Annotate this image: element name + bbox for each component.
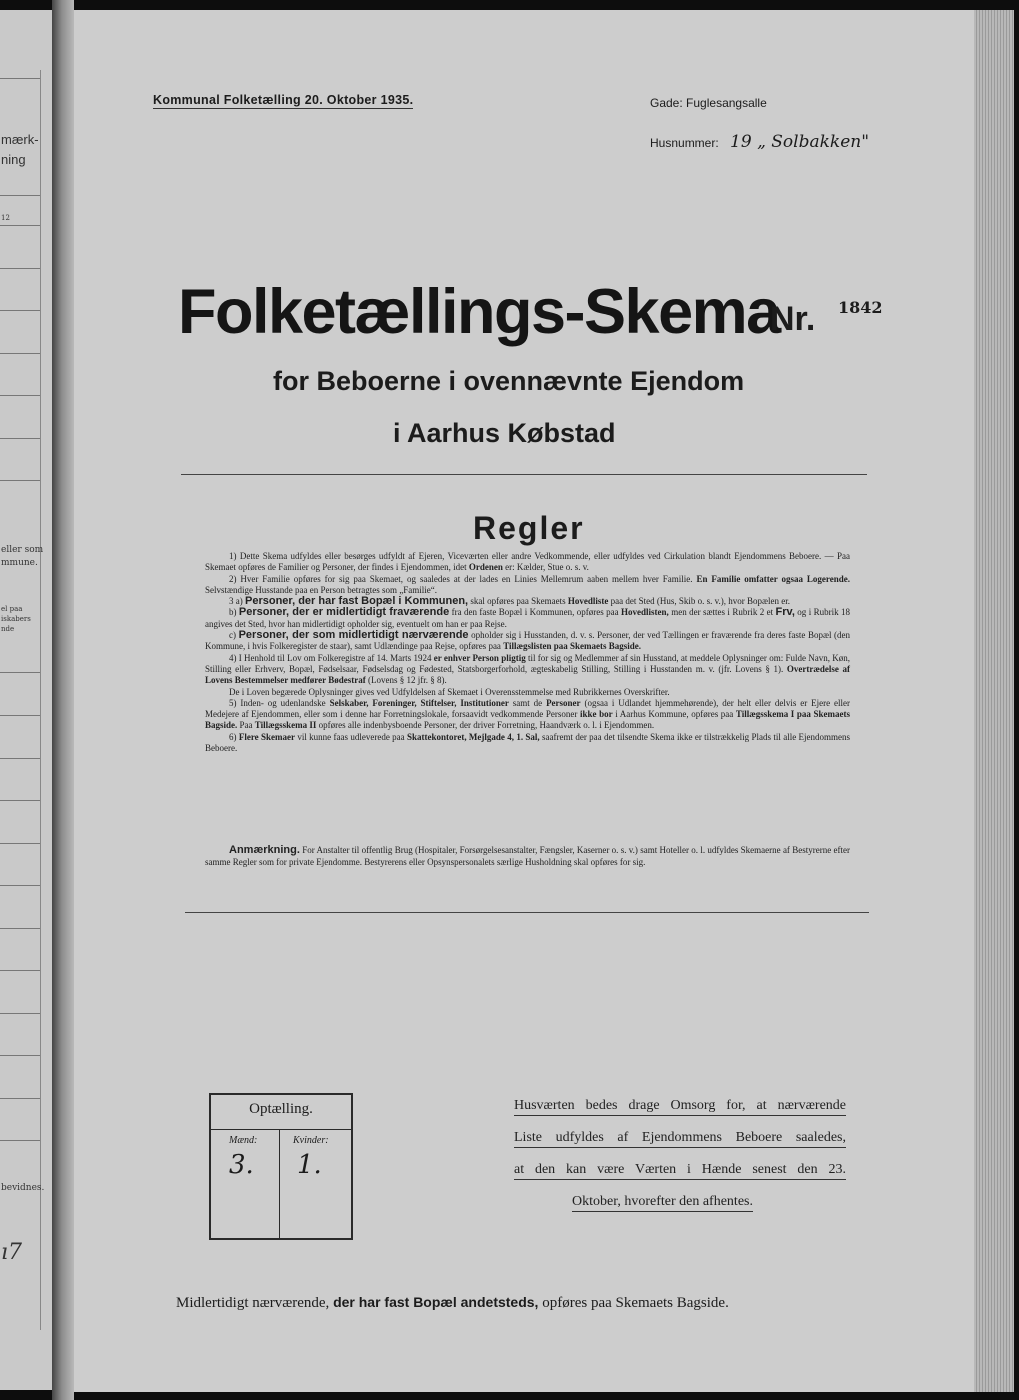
rules-heading: Regler — [473, 510, 585, 546]
page-edges — [974, 10, 1014, 1392]
rule-2: 2) Hver Familie opføres for sig paa Skemaet, og saaledes at der lades en Linies Mellemrum aaben mellem hver Familie. En Familie omfatter ogsaa Logerende. Selvstændige Husstande paa en Person betragtes som „Familie“. — [205, 573, 850, 595]
left-page-rule — [0, 268, 40, 269]
maend-value: 3. — [229, 1150, 254, 1180]
left-page-text: mærk- — [1, 132, 39, 147]
left-page-handwriting: ı7 — [1, 1240, 23, 1265]
left-page-rule — [0, 395, 40, 396]
left-page-rule — [0, 480, 40, 481]
gade-line — [650, 96, 767, 110]
count-box-rule — [211, 1129, 351, 1130]
husnummer-label: Husnummer: — [650, 136, 719, 150]
rules-text — [205, 551, 850, 754]
count-box-divider — [279, 1129, 280, 1238]
left-page-text: nde — [1, 625, 15, 633]
footer-part: opføres paa Skemaets Bagside. — [542, 1295, 729, 1311]
note-label: Anmærkning. — [229, 844, 300, 856]
left-page-rule — [0, 970, 40, 971]
left-page-rule — [0, 928, 40, 929]
kvinder-label: Kvinder: — [293, 1135, 329, 1146]
rule-3a: 3 a) Personer, der har fast Bopæl i Kommunen, skal opføres paa Skemaets Hovedliste paa det Sted (Hus, Skib o. s. v.), hvor Bopælen er. — [229, 595, 790, 608]
notice-line: Oktober, hvorefter den afhentes. — [572, 1194, 753, 1212]
rule-4: 4) I Henhold til Lov om Folkeregistre af 14. Marts 1924 er enhver Person pligtig til for sig og Medlemmer af sin Husstand, at meddele Oplysninger om: Fulde Navn, Køn, Stilling eller Erhverv, Bopæl, Fødselsaar, Fødselsdag og Fødested, Statsborgerforhold, ægteskabelig Stilling, Stilling i Husstanden m. v. (jfr. Lovens § 1). Overtrædelse af Lovens Bestemmelser medfører Bødestraf (Lovens § 12 jfr. § 8). — [205, 652, 851, 686]
divider — [185, 912, 869, 913]
gade-label: Gade: — [650, 96, 683, 110]
left-page-rule — [0, 1013, 40, 1014]
left-page-rule — [0, 353, 40, 354]
left-page-rule — [0, 1055, 40, 1056]
left-page-rule — [0, 225, 40, 226]
rule-3c: c) Personer, der som midlertidigt nærværende opholder sig i Husstanden, d. v. s. Personer, der ved Tællingen er fraværende fra deres faste Bopæl (den Kommune, i hvis Folkeregister de staar), samt Udlændinge paa Rejse, opføres paa Tillægslisten paa Skemaets Bagside. — [205, 629, 851, 652]
kvinder-value: 1. — [297, 1150, 322, 1180]
notice-line: at den kan være Værten i Hænde senest den 23. — [514, 1162, 846, 1180]
notice-line: Liste udfyldes af Ejendommens Beboere saaledes, — [514, 1130, 846, 1148]
footer-part-bold: der har fast Bopæl andetsteds, — [333, 1294, 539, 1310]
left-page-rule — [0, 1140, 40, 1141]
rule-6: 6) Flere Skemaer vil kunne faas udleverede paa Skattekontoret, Mejlgade 4, 1. Sal, saafremt der paa det tilsendte Skema ikke er tilstrækkelig Plads til alle Ejendommens Beboere. — [205, 731, 851, 754]
left-page-text: mmune. — [1, 558, 38, 568]
left-page-rule — [0, 885, 40, 886]
notice-line: Husværten bedes drage Omsorg for, at nærværende — [514, 1098, 846, 1116]
footer-instruction — [176, 1294, 729, 1312]
left-page-rule — [0, 195, 40, 196]
left-page-text: bevidnes. — [1, 1183, 45, 1193]
left-page-rule — [0, 843, 40, 844]
husnummer-value: 19 „ Solbakken" — [730, 132, 870, 152]
left-page-margin-line — [40, 70, 41, 1330]
count-box — [209, 1093, 353, 1240]
rule-4b: De i Loven begærede Oplysninger gives ved Udfyldelsen af Skemaet i Overensstemmelse med Rubrikkernes Overskrifter. — [229, 686, 670, 697]
note-text: For Anstalter til offentlig Brug (Hospitaler, Forsørgelsesanstalter, Fængsler, Kaserner o. s. v.) samt Hoteller o. l. udfyldes Skemaerne af Bestyrerne efter samme Regler som for private Ejendomme. Bestyrerens eller Opsynspersonalets særlige Husholdning skal opføres for sig. — [205, 845, 850, 867]
form-title: Folketællings-Skema — [178, 277, 780, 347]
form-subtitle: for Beboerne i ovennævnte Ejendom — [273, 366, 745, 396]
left-page-text: 12 — [1, 214, 10, 222]
form-number: 1842 — [838, 298, 883, 317]
left-page-rule — [0, 672, 40, 673]
rule-3b: b) Personer, der er midlertidigt fraværende fra den faste Bopæl i Kommunen, opføres paa Hovedlisten, men der sættes i Rubrik 2 et Frv, og i Rubrik 18 angives det Sted, hvor han midlertidigt opholder sig, eventuelt om han er paa Rejse. — [205, 606, 851, 629]
left-page-rule — [0, 310, 40, 311]
left-page-text: eller som — [1, 545, 44, 555]
divider — [181, 474, 867, 475]
form-location: i Aarhus Købstad — [393, 418, 616, 448]
left-page-rule — [0, 438, 40, 439]
left-page-rule — [0, 800, 40, 801]
book-gutter — [52, 0, 74, 1400]
left-page-text: ning — [1, 152, 26, 167]
left-page-text: iskabers — [1, 615, 31, 623]
annotation-note — [205, 845, 850, 868]
left-page-rule — [0, 1098, 40, 1099]
left-page-rule — [0, 758, 40, 759]
husnummer-line — [650, 132, 869, 152]
gade-value: Fuglesangsalle — [686, 96, 767, 110]
left-page-rule — [0, 78, 40, 79]
form-number-label: Nr. — [770, 300, 816, 338]
maend-label: Mænd: — [229, 1135, 258, 1146]
left-page-rule — [0, 715, 40, 716]
rule-5: 5) Inden- og udenlandske Selskaber, Foreninger, Stiftelser, Institutioner samt de Personer (ogsaa i Udlandet hjemmehørende), der helt eller delvis er Ejere eller Medejere af Ejendommen, eller som i denne har Forretningslokale, forsaavidt vedkommende Personer ikke bor i Aarhus Kommune, opføres paa Tillægsskema I paa Skemaets Bagside. Paa Tillægsskema II opføres alle indenbysboende Personer, der driver Forretning, Haandværk o. l. i Ejendommen. — [205, 697, 851, 731]
footer-part: Midlertidigt nærværende, — [176, 1295, 330, 1311]
left-page-fragment — [0, 10, 52, 1390]
rule-1: 1) Dette Skema udfyldes eller besørges udfyldt af Ejeren, Viceværten eller andre Vedkommende, eller udfyldes ved Cirkulation blandt Ejendommens Beboere. — Paa Skemaet opføres de Familier og Personer, der findes i Ejendommen, idet Ordenen er: Kælder, Stue o. s. v. — [205, 551, 850, 573]
landlord-notice — [514, 1098, 846, 1226]
census-header: Kommunal Folketælling 20. Oktober 1935. — [153, 93, 414, 107]
count-title: Optælling. — [249, 1101, 313, 1117]
left-page-text: el paa — [1, 605, 23, 613]
